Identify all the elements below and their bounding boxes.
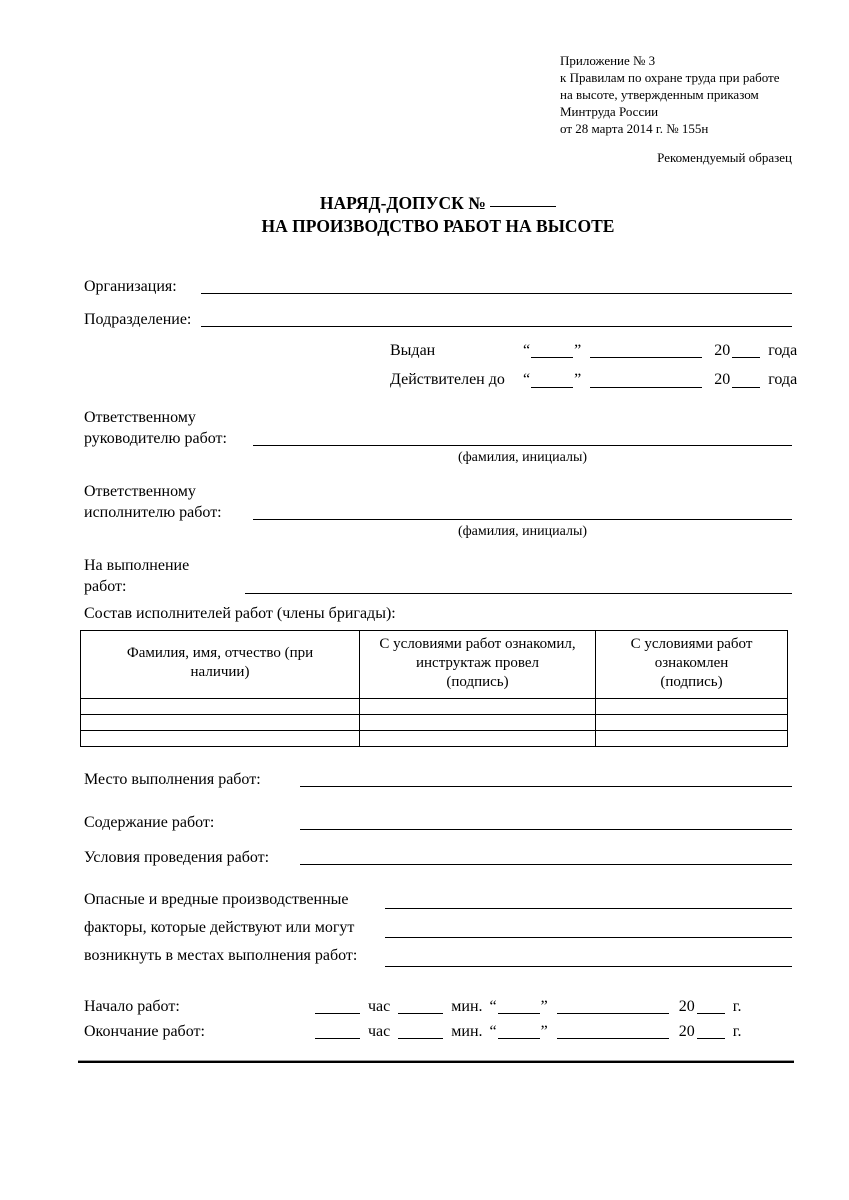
- table-cell: [81, 698, 360, 714]
- hazards-blank: [385, 909, 792, 938]
- hour-blank: [315, 1013, 360, 1014]
- year-short: г.: [732, 998, 742, 1016]
- hazards-blank: [385, 938, 792, 967]
- crew-table-header-row: [81, 630, 788, 698]
- crew-section-label: Состав исполнителей работ (члены бригады):: [84, 604, 396, 622]
- permit-number-blank: [490, 206, 556, 207]
- for-works-blank: [245, 593, 792, 594]
- year-blank: [732, 387, 760, 388]
- form-title-line2: НА ПРОИЗВОДСТВО РАБОТ НА ВЫСОТЕ: [261, 216, 615, 237]
- responsible-manager-row: [84, 407, 792, 449]
- regulation-note-line: от 28 марта 2014 г. № 155н: [560, 121, 709, 136]
- work-conditions-row: [84, 847, 792, 868]
- table-cell: [81, 714, 360, 730]
- work-place-blank: [300, 786, 792, 787]
- responsible-executor-label: Ответственному исполнителю работ:: [84, 482, 222, 521]
- open-quote: “: [523, 371, 531, 389]
- surname-hint: (фамилия, инициалы): [457, 523, 588, 539]
- table-cell: [596, 698, 788, 714]
- responsible-manager-label: Ответственному руководителю работ:: [84, 408, 227, 447]
- regulation-note-line: Приложение № 3: [560, 53, 656, 68]
- hour-label: час: [368, 1023, 391, 1041]
- hazards-blank: [385, 886, 792, 909]
- year-short: г.: [732, 1023, 742, 1041]
- minute-label: мин.: [451, 998, 483, 1016]
- work-place-row: [84, 769, 792, 790]
- responsible-executor-row: [84, 481, 792, 523]
- day-blank: [498, 1013, 540, 1014]
- year-prefix: 20: [678, 998, 695, 1016]
- subdivision-blank: [201, 326, 792, 327]
- work-content-blank: [300, 829, 792, 830]
- close-quote: ”: [574, 342, 582, 360]
- table-cell: [596, 730, 788, 746]
- subdivision-row: [84, 309, 792, 330]
- table-cell: [596, 714, 788, 730]
- work-conditions-blank: [300, 864, 792, 865]
- table-row: [81, 698, 788, 714]
- issued-label: Выдан: [390, 342, 436, 360]
- valid-until-label: Действителен до: [390, 371, 505, 389]
- table-cell: [360, 730, 596, 746]
- form-title-line1: НАРЯД-ДОПУСК №: [84, 192, 792, 215]
- organization-row: [84, 276, 792, 297]
- day-blank: [531, 357, 573, 358]
- work-start-row: [84, 996, 792, 1017]
- for-works-row: [84, 555, 792, 597]
- close-quote: ”: [574, 371, 582, 389]
- work-start-label: Начало работ:: [84, 998, 180, 1016]
- organization-blank: [201, 293, 792, 294]
- crew-table: [80, 630, 788, 747]
- year-prefix: 20: [678, 1023, 695, 1041]
- open-quote: “: [489, 1023, 497, 1041]
- close-quote: ”: [540, 998, 548, 1016]
- crew-table-header-name: Фамилия, имя, отчество (при наличии): [81, 630, 360, 698]
- month-blank: [557, 1013, 669, 1014]
- table-cell: [360, 714, 596, 730]
- year-word: года: [768, 342, 798, 360]
- year-blank: [697, 1038, 725, 1039]
- recommended-sample-label: Рекомендуемый образец: [657, 150, 792, 165]
- table-row: [81, 730, 788, 746]
- work-content-label: Содержание работ:: [84, 813, 215, 831]
- minute-blank: [398, 1013, 443, 1014]
- crew-table-header-instructed-by: С условиями работ ознакомил, инструктаж провел (подпись): [360, 630, 596, 698]
- table-cell: [81, 730, 360, 746]
- hazards-blanks: [385, 886, 792, 970]
- work-place-label: Место выполнения работ:: [84, 770, 261, 788]
- year-prefix: 20: [714, 371, 731, 389]
- work-end-row: [84, 1021, 792, 1042]
- regulation-note: [560, 52, 792, 137]
- minute-label: мин.: [451, 1023, 483, 1041]
- subdivision-label: Подразделение:: [84, 311, 192, 329]
- bottom-rule: [78, 1060, 794, 1063]
- year-blank: [732, 357, 760, 358]
- work-conditions-label: Условия проведения работ:: [84, 848, 270, 866]
- organization-label: Организация:: [84, 278, 177, 296]
- year-blank: [697, 1013, 725, 1014]
- crew-table-header-acknowledged: С условиями работ ознакомлен (подпись): [596, 630, 788, 698]
- hour-blank: [315, 1038, 360, 1039]
- close-quote: ”: [540, 1023, 548, 1041]
- hour-label: час: [368, 998, 391, 1016]
- minute-blank: [398, 1038, 443, 1039]
- open-quote: “: [523, 342, 531, 360]
- regulation-note-line: Минтруда России: [560, 104, 659, 119]
- hazards-label: Опасные и вредные производственные факторы, которые действуют или могут возникнуть в местах выполнения работ:: [84, 891, 358, 965]
- table-cell: [360, 698, 596, 714]
- day-blank: [531, 387, 573, 388]
- year-word: года: [768, 371, 798, 389]
- month-blank: [557, 1038, 669, 1039]
- month-blank: [590, 357, 702, 358]
- form-title: [84, 192, 792, 238]
- work-end-label: Окончание работ:: [84, 1023, 205, 1041]
- hazards-row: [84, 886, 792, 970]
- work-content-row: [84, 812, 792, 833]
- valid-until-row: [390, 369, 798, 390]
- open-quote: “: [489, 998, 497, 1016]
- crew-table-body: [81, 698, 788, 746]
- responsible-executor-blank: [253, 519, 792, 520]
- year-prefix: 20: [714, 342, 731, 360]
- table-row: [81, 714, 788, 730]
- month-blank: [590, 387, 702, 388]
- responsible-manager-blank: [253, 445, 792, 446]
- surname-hint: (фамилия, инициалы): [457, 449, 588, 465]
- issued-row: [390, 340, 798, 361]
- day-blank: [498, 1038, 540, 1039]
- for-works-label: На выполнение работ:: [84, 556, 190, 595]
- regulation-note-line: на высоте, утвержденным приказом: [560, 87, 759, 102]
- regulation-note-line: к Правилам по охране труда при работе: [560, 70, 780, 85]
